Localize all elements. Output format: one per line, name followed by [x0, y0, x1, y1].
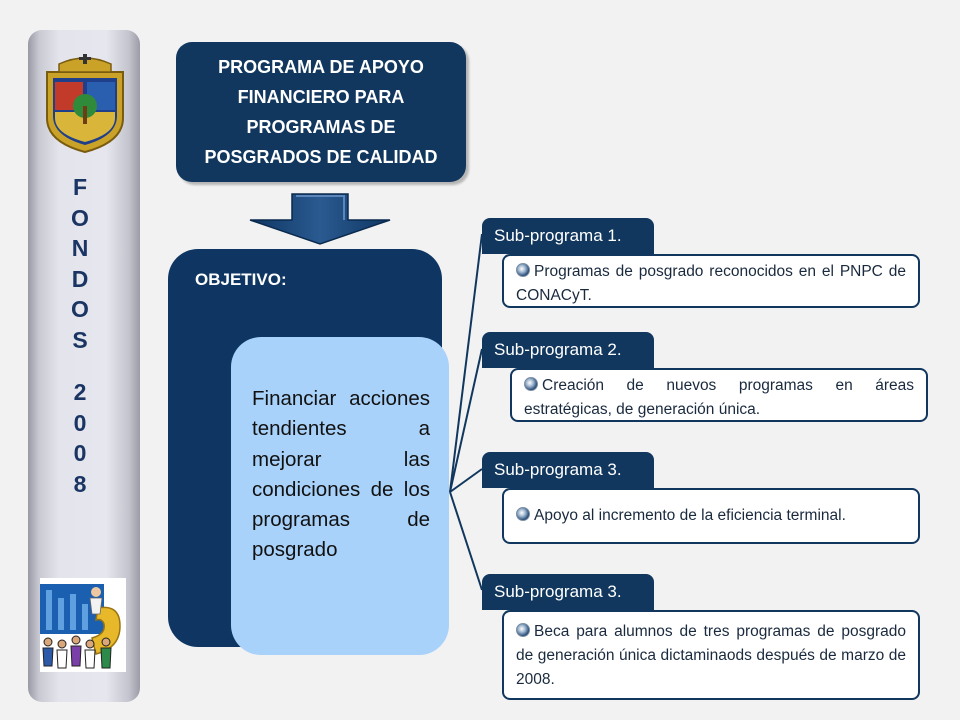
title-letter: S	[72, 326, 88, 353]
business-people-clipart	[40, 578, 126, 672]
title-digit: 0	[73, 440, 87, 466]
down-arrow-icon	[240, 188, 400, 248]
title-letter: O	[71, 204, 89, 231]
objective-text: Financiar acciones tendientes a mejorar las condiciones de los programas de posgrado	[252, 387, 430, 562]
subprogram-2-description	[510, 368, 928, 422]
subprogram-3-tab: Sub-programa 3.	[482, 452, 654, 488]
subprogram-4-tab: Sub-programa 3.	[482, 574, 654, 610]
subprogram-1-description	[502, 254, 920, 308]
bullet-icon	[516, 623, 530, 637]
title-letter: D	[71, 265, 89, 292]
subprogram-1-text: Programas de posgrado reconocidos en el PNPC de CONACyT.	[516, 263, 906, 304]
subprogram-4-description	[502, 610, 920, 700]
title-digit: 2	[73, 379, 87, 405]
objective-label: OBJETIVO:	[195, 270, 287, 289]
program-title: PROGRAMA DE APOYO FINANCIERO PARA PROGRAMAS DE POSGRADOS DE CALIDAD	[204, 57, 438, 167]
university-crest-logo	[39, 54, 131, 154]
subprogram-1-tab: Sub-programa 1.	[482, 218, 654, 254]
title-gap	[56, 355, 104, 377]
subprogram-4-text: Beca para alumnos de tres programas de posgrado de generación única dictaminaods después de marzo de 2008.	[516, 623, 906, 688]
title-letter: O	[71, 296, 89, 322]
title-letter: N	[71, 235, 89, 261]
subprogram-3-text: Apoyo al incremento de la eficiencia terminal.	[534, 507, 846, 524]
bullet-icon	[516, 507, 530, 521]
title-letter: F	[72, 174, 88, 200]
title-digit: 8	[73, 470, 87, 497]
subprogram-2-text: Creación de nuevos programas en áreas estratégicas, de generación única.	[524, 377, 914, 418]
subprogram-3-description	[502, 488, 920, 544]
bullet-icon	[516, 263, 530, 277]
subprogram-2-tab: Sub-programa 2.	[482, 332, 654, 368]
bullet-icon	[524, 377, 538, 391]
fondos-2008-vertical-title	[56, 172, 104, 499]
program-title-box	[176, 42, 466, 182]
title-digit: 0	[73, 409, 87, 436]
